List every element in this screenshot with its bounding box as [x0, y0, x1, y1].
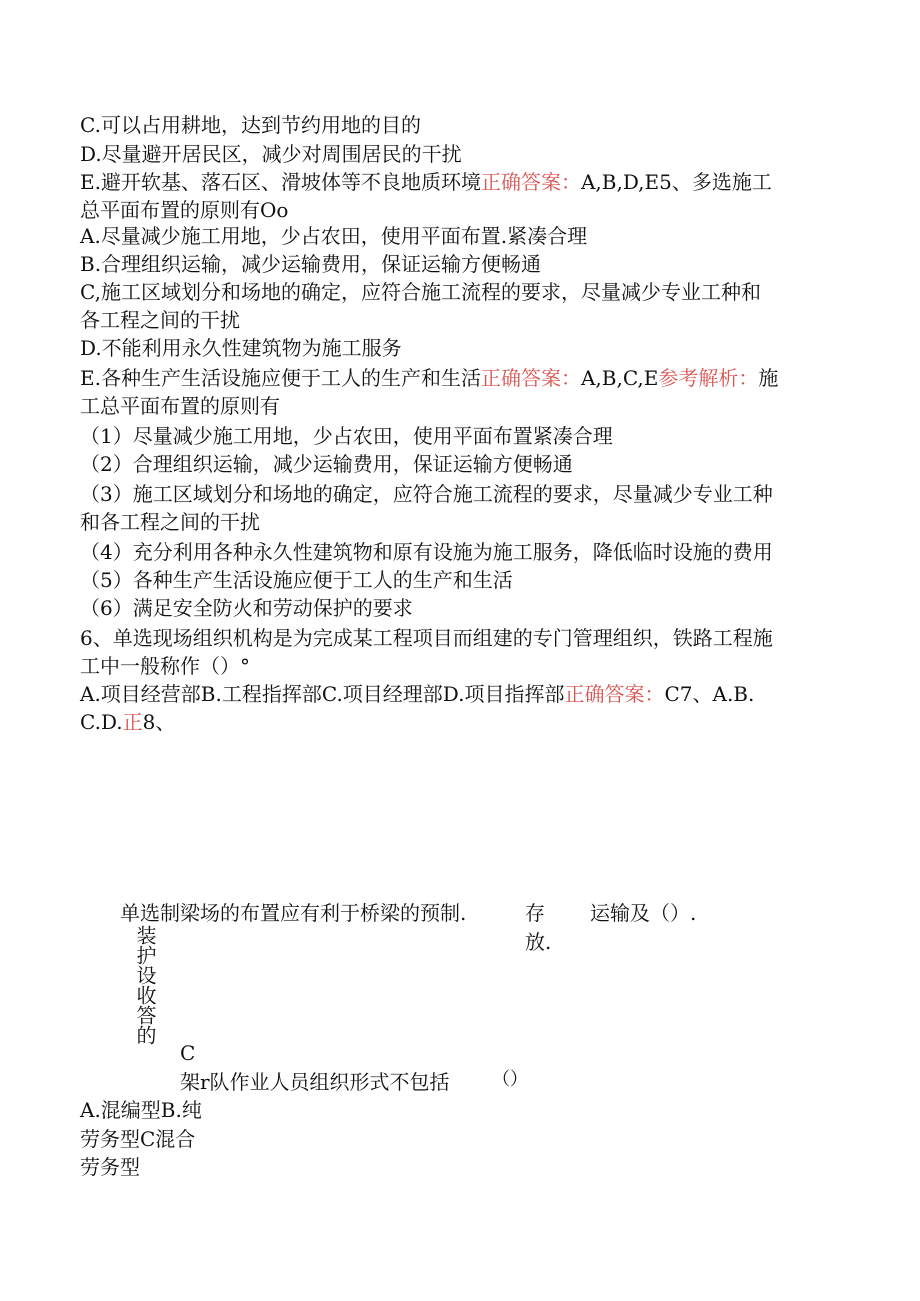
answer-label: 正确答案：: [480, 170, 581, 194]
text-line: [80, 450, 573, 478]
text-line: [80, 278, 761, 306]
line-text: B.合理组织运输，减少运输费用，保证运输方便畅通: [80, 252, 542, 276]
answer-label: 正: [122, 710, 143, 734]
text-line: [80, 538, 773, 566]
line-text: （2）合理组织运输，减少运输费用，保证运输方便畅通: [80, 452, 573, 476]
answer-label: 正确答案：: [564, 682, 665, 706]
text-line: [80, 680, 754, 708]
option-line-1: A.混编型B.纯: [80, 1098, 202, 1122]
q8-word-fang: 放.: [525, 930, 552, 954]
line-text: 各工程之间的干扰: [80, 308, 240, 332]
line-text: C.D.: [80, 710, 123, 734]
answer-value: A,B,C,E: [580, 366, 659, 390]
text-line: [80, 566, 513, 594]
text-line: [80, 422, 613, 450]
line-text: D.不能利用永久性建筑物为施工服务: [80, 336, 402, 360]
q9-paren: （）: [492, 1069, 528, 1090]
line-text: （1）尽量减少施工用地，少占农田，使用平面布置紧凑合理: [80, 424, 613, 448]
line-text: （6）满足安全防火和劳动保护的要求: [80, 596, 413, 620]
line-text: E.避开软基、落石区、滑坡体等不良地质环境: [80, 170, 481, 194]
line-text: （4）充分利用各种永久性建筑物和原有设施为施工服务，降低临时设施的费用: [80, 540, 773, 564]
line-text: 6、单选现场组织机构是为完成某工程项目而组建的专门管理组织，铁路工程施: [80, 626, 773, 650]
q9-stem: 架r队作业人员组织形式不包括: [180, 1070, 450, 1094]
line-text: 工总平面布置的原则有: [80, 394, 280, 418]
text-line: [80, 306, 240, 334]
answer-value: C7、A.B.: [664, 682, 755, 706]
text-line: [80, 140, 462, 168]
text-line: [80, 334, 402, 362]
line-text: C.可以占用耕地，达到节约用地的目的: [80, 113, 421, 137]
option-line-2: 劳务型C混合: [80, 1127, 196, 1151]
q8-stem: 单选制梁场的布置应有利于桥梁的预制.: [120, 901, 467, 925]
text-line: [80, 594, 413, 622]
text-line: [80, 624, 773, 652]
vertical-text: 装护设收答的: [133, 925, 157, 1045]
answer-c: C: [180, 1041, 196, 1065]
line-text: 总平面布置的原则有Oo: [80, 198, 289, 222]
option-line-3: 劳务型: [80, 1155, 140, 1179]
text-line: [80, 222, 587, 250]
text-line: [80, 168, 772, 196]
line-text: C,施工区域划分和场地的确定，应符合施工流程的要求，尽量减少专业工种和: [80, 280, 761, 304]
text-line: [80, 250, 541, 278]
line-text: 和各工程之间的干扰: [80, 510, 260, 534]
answer-value: A,B,D,E5、多选施工: [580, 170, 772, 194]
text-line: [80, 111, 421, 139]
answer-label: 正确答案：: [480, 366, 581, 390]
line-text: E.各种生产生活设施应便于工人的生产和生活: [80, 366, 481, 390]
text-line: [80, 196, 288, 224]
text-line: [80, 480, 773, 508]
text-line: [80, 652, 250, 680]
line-text: A.项目经营部B.工程指挥部C.项目经理部D.项目指挥部: [80, 682, 565, 706]
explain-text: 施: [758, 366, 779, 390]
text-line: [80, 392, 280, 420]
text-line: [80, 364, 778, 392]
line-text: （5）各种生产生活设施应便于工人的生产和生活: [80, 568, 513, 592]
q8-word-cun: 存: [525, 901, 545, 925]
line-text: 工中一般称作（）°: [80, 654, 250, 678]
answer-value: 8、: [142, 710, 176, 734]
text-line: [80, 508, 260, 536]
text-line: [80, 708, 175, 736]
line-text: D.尽量避开居民区，减少对周围居民的干扰: [80, 142, 462, 166]
line-text: A.尽量减少施工用地，少占农田，使用平面布置.紧凑合理: [80, 224, 588, 248]
line-text: （3）施工区域划分和场地的确定，应符合施工流程的要求，尽量减少专业工种: [80, 482, 773, 506]
explain-label: 参考解析：: [658, 366, 759, 390]
q8-word-yunshu: 运输及（）.: [590, 901, 697, 925]
